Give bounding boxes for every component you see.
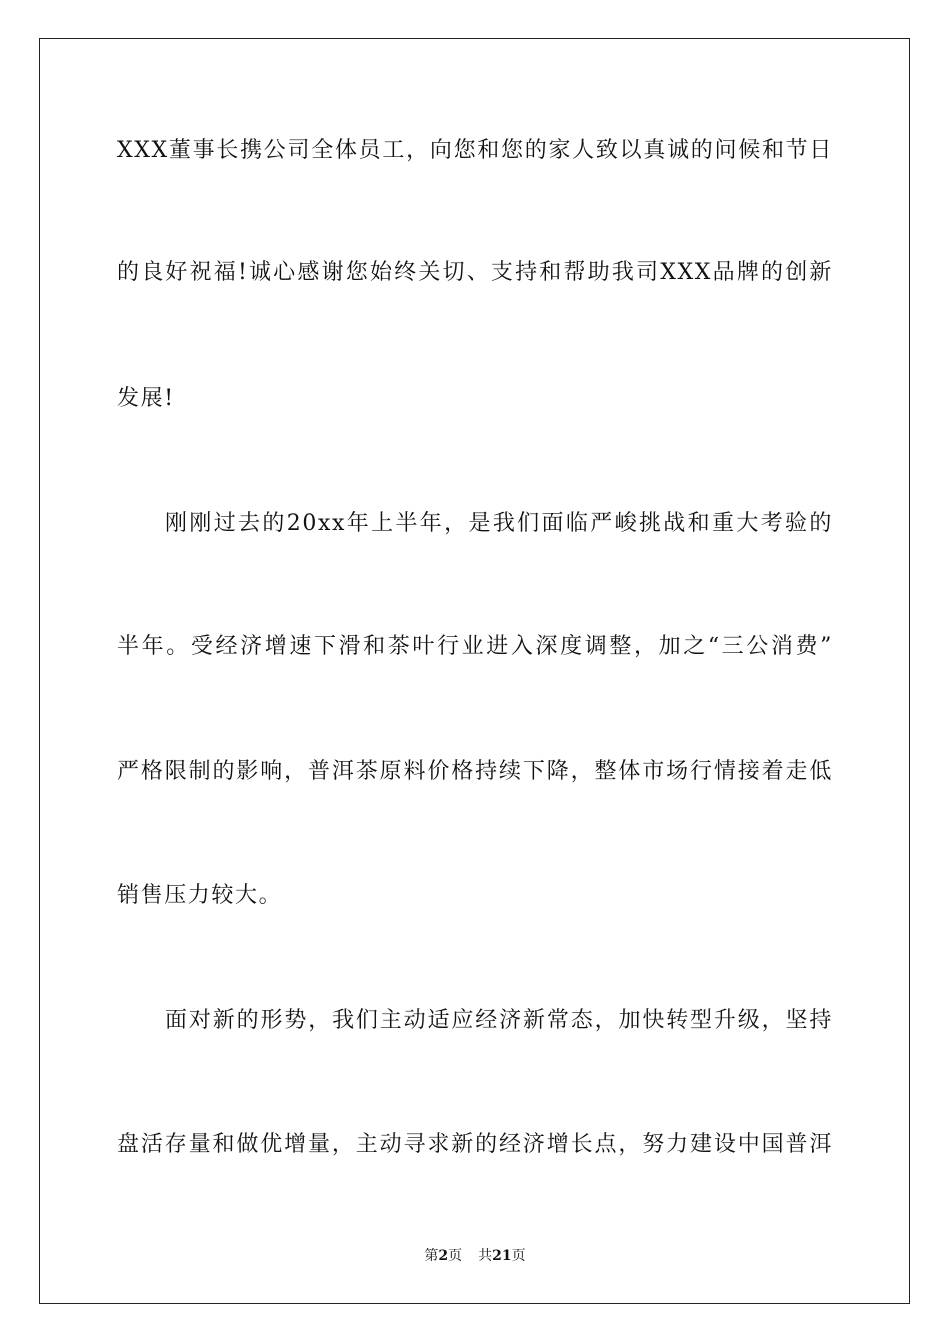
page-number: 2 (438, 1248, 449, 1264)
page-prefix: 第 (424, 1248, 439, 1264)
paragraph-2-line-4: 销售压力较大。 (117, 883, 283, 908)
paragraph-2-line-1: 刚刚过去的20xx年上半年，是我们面临严峻挑战和重大考验的 (165, 511, 833, 536)
page-footer (0, 1247, 950, 1265)
paragraph-3-line-2: 盘活存量和做优增量，主动寻求新的经济增长点，努力建设中国普洱 (117, 1132, 833, 1157)
total-suffix: 页 (511, 1248, 526, 1264)
paragraph-2-line-2: 半年。受经济增速下滑和茶叶行业进入深度调整，加之“三公消费” (117, 634, 833, 659)
paragraph-1-line-3: 发展! (117, 386, 175, 411)
paragraph-3-line-1: 面对新的形势，我们主动适应经济新常态，加快转型升级，坚持 (165, 1008, 833, 1033)
total-prefix: 共 (478, 1248, 493, 1264)
paragraph-2-line-3: 严格限制的影响，普洱茶原料价格持续下降，整体市场行情接着走低 (117, 759, 833, 784)
page-border (39, 38, 910, 1304)
paragraph-1-line-1: XXX董事长携公司全体员工，向您和您的家人致以真诚的问候和节日 (117, 138, 833, 163)
page-suffix: 页 (448, 1248, 463, 1264)
paragraph-1-line-2: 的良好祝福!诚心感谢您始终关切、支持和帮助我司XXX品牌的创新 (117, 260, 833, 285)
total-pages: 21 (492, 1248, 512, 1264)
